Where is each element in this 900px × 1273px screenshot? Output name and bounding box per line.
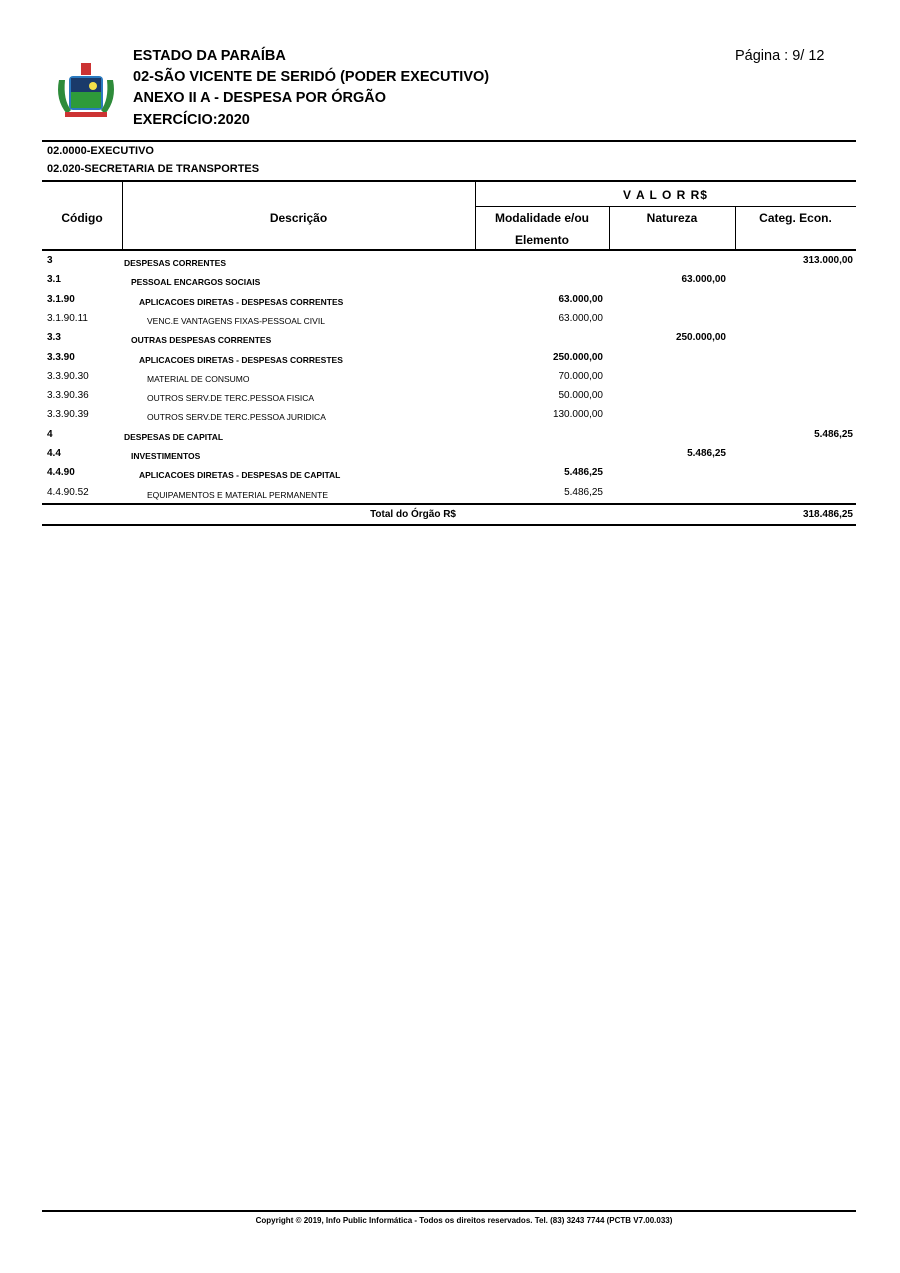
row-code: 3.1	[47, 274, 61, 286]
valor-divider	[475, 206, 856, 207]
table-row	[0, 255, 900, 274]
table-row	[0, 467, 900, 486]
state-title: ESTADO DA PARAÍBA	[133, 48, 286, 64]
row-description: APLICACOES DIRETAS - DESPESAS CORRENTES	[139, 296, 344, 307]
header-descricao: Descrição	[269, 211, 328, 225]
header-modalidade: Modalidade e/ou	[494, 211, 589, 225]
row-modalidade: 70.000,00	[558, 370, 603, 382]
row-code: 4.4	[47, 448, 61, 459]
row-code: 3	[47, 255, 53, 266]
row-code: 3.3.90.36	[47, 390, 89, 402]
table-row	[0, 371, 900, 390]
table-row	[0, 352, 900, 371]
total-bottom-border	[42, 524, 856, 526]
row-modalidade: 5.486,25	[564, 467, 603, 479]
row-natureza: 250.000,00	[675, 332, 726, 344]
row-code: 4	[47, 428, 53, 440]
page-number: Página : 9/ 12	[735, 48, 825, 64]
report-title: ANEXO II A - DESPESA POR ÓRGÃO	[133, 90, 386, 106]
total-label: Total do Órgão R$	[370, 509, 456, 520]
header-natureza: Natureza	[646, 211, 698, 225]
row-categ-econ: 313.000,00	[802, 255, 853, 266]
row-modalidade: 63.000,00	[558, 293, 603, 305]
row-code: 4.4.90	[47, 467, 75, 479]
total-top-border	[42, 503, 856, 505]
row-description: EQUIPAMENTOS E MATERIAL PERMANENTE	[147, 489, 329, 500]
unidade-label: 02.020-SECRETARIA DE TRANSPORTES	[47, 163, 260, 175]
table-row	[0, 390, 900, 409]
entity-title: 02-SÃO VICENTE DE SERIDÓ (PODER EXECUTIVO)	[133, 69, 490, 85]
table-row	[0, 332, 900, 351]
row-description: DESPESAS DE CAPITAL	[124, 431, 224, 442]
header-bottom-border	[42, 249, 856, 251]
row-code: 3.3.90.39	[47, 409, 89, 421]
header-elemento: Elemento	[514, 233, 569, 247]
header-codigo: Código	[61, 211, 103, 225]
row-description: VENC.E VANTAGENS FIXAS-PESSOAL CIVIL	[147, 315, 325, 326]
row-code: 4.4.90.52	[47, 486, 89, 498]
row-modalidade: 250.000,00	[552, 351, 603, 363]
row-description: APLICACOES DIRETAS - DESPESAS DE CAPITAL	[139, 470, 341, 481]
row-modalidade: 63.000,00	[558, 312, 603, 324]
row-description: PESSOAL ENCARGOS SOCIAIS	[131, 277, 261, 288]
row-code: 3.1.90.11	[47, 312, 88, 324]
row-description: APLICACOES DIRETAS - DESPESAS CORRESTES	[139, 354, 343, 365]
row-code: 3.3.90	[47, 351, 75, 363]
row-description: DESPESAS CORRENTES	[124, 258, 227, 268]
row-categ-econ: 5.486,25	[814, 428, 853, 440]
table-row	[0, 429, 900, 448]
row-natureza: 63.000,00	[681, 274, 726, 286]
row-description: OUTROS SERV.DE TERC.PESSOA JURIDICA	[147, 412, 326, 423]
row-code: 3.3.90.30	[47, 370, 89, 382]
coat-of-arms-logo	[55, 60, 117, 120]
table-row	[0, 448, 900, 467]
footer-divider	[42, 1210, 856, 1212]
row-description: OUTRAS DESPESAS CORRENTES	[131, 335, 272, 346]
row-modalidade: 50.000,00	[558, 390, 603, 402]
row-description: OUTROS SERV.DE TERC.PESSOA FISICA	[147, 393, 315, 404]
footer-copyright: Copyright © 2019, Info Public Informática - Todos os direitos reservados. Tel. (83) 3243 7744 (PCTB V7.00.033)	[255, 1216, 673, 1225]
table-row	[0, 294, 900, 313]
total-value: 318.486,25	[802, 509, 853, 520]
header-categ: Categ. Econ.	[759, 211, 832, 225]
row-modalidade: 130.000,00	[552, 409, 603, 421]
table-row	[0, 274, 900, 293]
row-natureza: 5.486,25	[687, 448, 726, 459]
table-top-border	[42, 180, 856, 182]
row-code: 3.1.90	[47, 293, 75, 305]
row-description: MATERIAL DE CONSUMO	[147, 373, 250, 384]
divider	[42, 140, 856, 142]
table-row	[0, 313, 900, 332]
orgao-label: 02.0000-EXECUTIVO	[47, 145, 154, 157]
fiscal-year: EXERCÍCIO:2020	[133, 112, 250, 128]
row-description: INVESTIMENTOS	[131, 451, 201, 461]
row-modalidade: 5.486,25	[564, 486, 603, 498]
table-row	[0, 409, 900, 428]
row-code: 3.3	[47, 332, 61, 344]
header-valor: V A L O R R$	[623, 188, 708, 202]
